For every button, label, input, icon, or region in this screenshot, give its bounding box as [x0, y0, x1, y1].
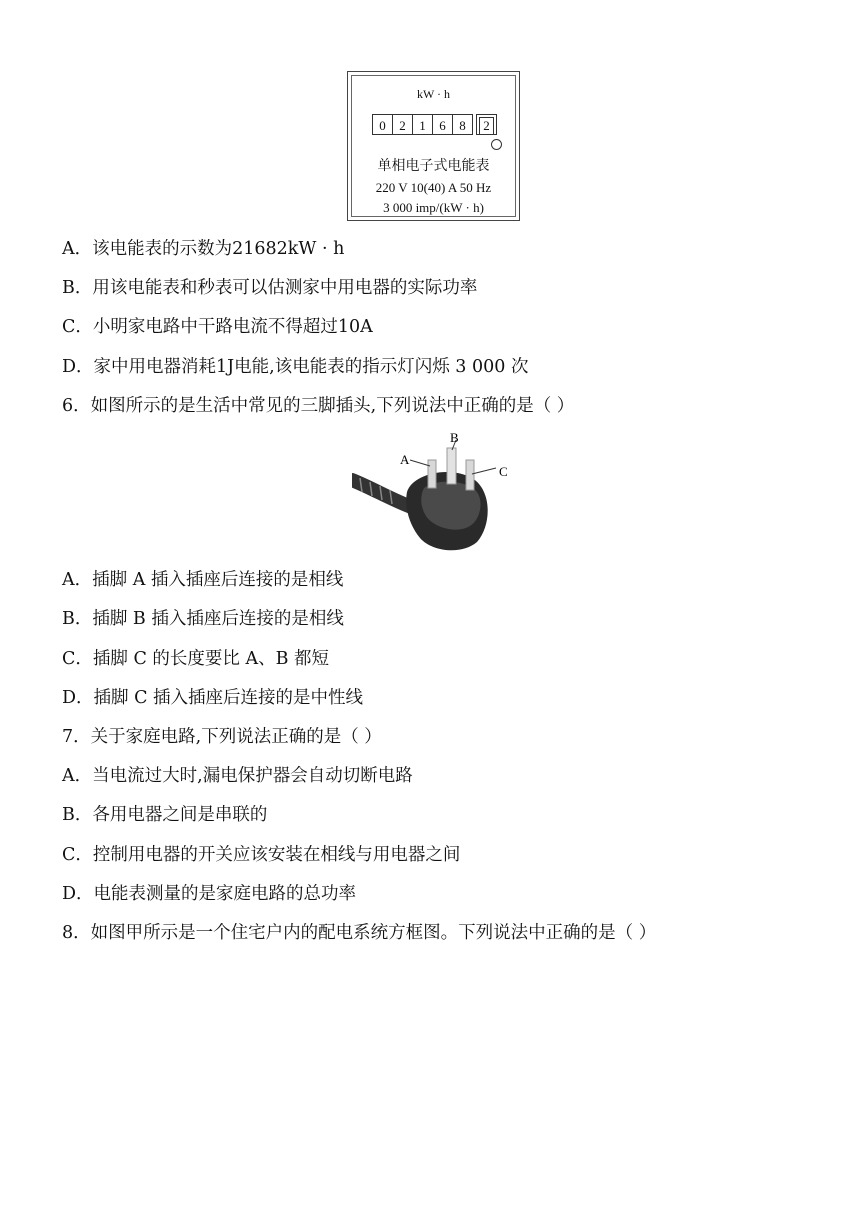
label-b: B [450, 430, 459, 445]
pin-a [428, 460, 436, 488]
label-a: A [400, 452, 410, 467]
meter-unit: kW · h [416, 87, 451, 101]
label-c: C [499, 464, 508, 479]
meter-digit: 1 [412, 114, 433, 135]
meter-digit: 0 [372, 114, 393, 135]
meter-digit: 2 [392, 114, 413, 135]
q7-option-a: A．当电流过大时,漏电保护器会自动切断电路 [62, 766, 413, 786]
q5-option-c: C．小明家电路中干路电流不得超过10A [62, 317, 373, 337]
indicator-lamp-icon [491, 139, 502, 150]
q7-stem: 7．关于家庭电路,下列说法正确的是（ ） [62, 727, 382, 747]
pin-b [447, 448, 456, 484]
meter-digit: 6 [432, 114, 453, 135]
q5-option-b: B．用该电能表和秒表可以估测家中用电器的实际功率 [62, 278, 478, 298]
q7-option-b: B．各用电器之间是串联的 [62, 805, 268, 825]
q6-option-c: C．插脚 C 的长度要比 A、B 都短 [62, 649, 330, 669]
meter-rating: 220 V 10(40) A 50 Hz [375, 180, 492, 195]
q6-stem: 6．如图所示的是生活中常见的三脚插头,下列说法中正确的是（ ） [62, 396, 575, 416]
q5-option-d: D．家中用电器消耗1J电能,该电能表的指示灯闪烁 3 000 次 [62, 357, 529, 377]
meter-inner-frame [351, 75, 516, 217]
meter-digit: 8 [452, 114, 473, 135]
q6-option-d: D．插脚 C 插入插座后连接的是中性线 [62, 688, 364, 708]
meter-digits [372, 114, 496, 135]
pin-c [466, 460, 474, 490]
q7-option-c: C．控制用电器的开关应该安装在相线与用电器之间 [62, 845, 461, 865]
q8-stem: 8．如图甲所示是一个住宅户内的配电系统方框图。下列说法中正确的是（ ） [62, 923, 657, 943]
q5-option-a: A．该电能表的示数为21682kW · h [62, 239, 345, 259]
meter-digit-decimal-value: 2 [479, 117, 494, 135]
meter-constant: 3 000 imp/(kW · h) [383, 200, 484, 215]
meter-digit-decimal [476, 114, 497, 135]
q7-option-d: D．电能表测量的是家庭电路的总功率 [62, 884, 357, 904]
leader-a [410, 460, 430, 466]
meter-name: 单相电子式电能表 [377, 158, 490, 174]
three-pin-plug-figure [352, 430, 522, 555]
leader-c [472, 468, 496, 474]
q6-option-b: B．插脚 B 插入插座后连接的是相线 [62, 609, 344, 629]
q6-option-a: A．插脚 A 插入插座后连接的是相线 [62, 570, 344, 590]
electric-meter-figure [347, 71, 520, 221]
